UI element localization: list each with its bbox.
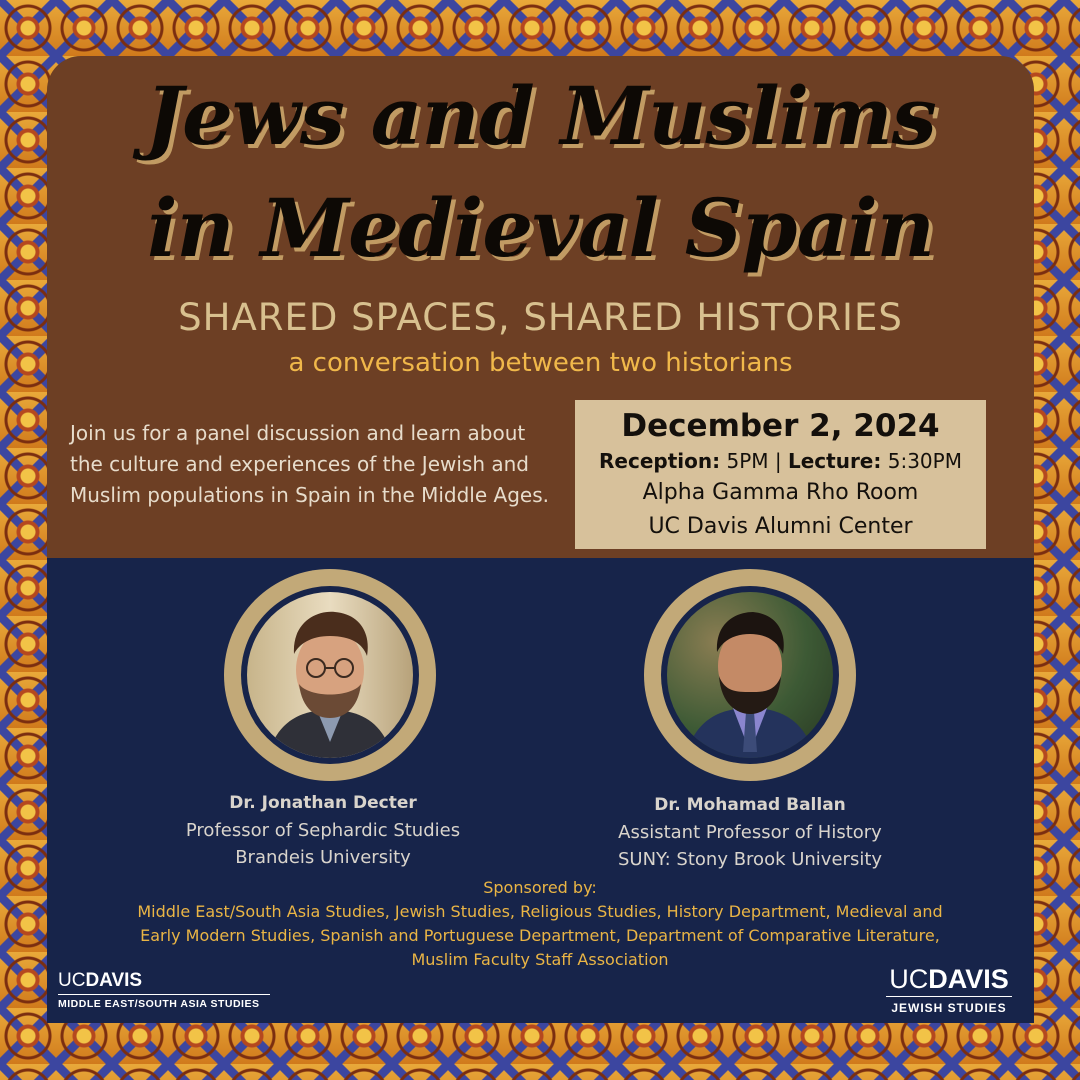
title-line-2: in Medieval Spain	[147, 181, 934, 275]
event-title	[47, 60, 1034, 284]
logo-left-davis: DAVIS	[85, 970, 143, 991]
speaker-1-affiliation: Brandeis University	[235, 847, 411, 868]
speaker-1-photo	[247, 592, 413, 758]
event-date: December 2, 2024	[621, 408, 940, 444]
speaker-1-name: Dr. Jonathan Decter	[229, 793, 417, 813]
reception-time: 5PM	[726, 449, 769, 473]
speaker-1-portrait	[224, 569, 436, 781]
logo-jewish-studies	[886, 965, 1012, 1015]
speaker-2-portrait	[644, 569, 856, 781]
speaker-2-info	[585, 792, 915, 873]
logo-left-unit: MIDDLE EAST/SOUTH ASIA STUDIES	[58, 998, 260, 1010]
title-line-1: Jews and Muslims	[145, 69, 936, 163]
sponsors-line-1: Middle East/South Asia Studies, Jewish Studies, Religious Studies, History Department, Medieval and	[137, 902, 943, 921]
sponsors-line-3: Muslim Faculty Staff Association	[411, 950, 669, 969]
speaker-2-photo	[667, 592, 833, 758]
event-tagline: a conversation between two historians	[288, 348, 793, 378]
lecture-time: 5:30PM	[887, 449, 962, 473]
sponsors-block	[100, 876, 980, 972]
logo-left-uc: UC	[58, 970, 86, 991]
event-details-box	[575, 400, 986, 549]
speaker-2-affiliation: SUNY: Stony Brook University	[617, 849, 883, 870]
event-venue: UC Davis Alumni Center	[648, 514, 913, 539]
reception-label: Reception:	[599, 449, 721, 473]
event-subtitle: SHARED SPACES, SHARED HISTORIES	[178, 296, 903, 339]
logo-mesa	[58, 970, 270, 1010]
intro-text: Join us for a panel discussion and learn about the culture and experiences of the Jewish and Muslim populations in Spain in the Middle Ages.	[70, 421, 549, 507]
speaker-2-title: Assistant Professor of History	[618, 822, 882, 843]
logo-right-davis: DAVIS	[928, 964, 1009, 994]
sponsors-line-2: Early Modern Studies, Spanish and Portuguese Department, Department of Comparative Literature,	[140, 926, 940, 945]
speaker-1-info	[158, 790, 488, 871]
lecture-label: Lecture:	[787, 449, 882, 473]
logo-right-uc: UC	[889, 964, 929, 994]
speaker-1-title: Professor of Sephardic Studies	[185, 820, 461, 841]
speaker-2-name: Dr. Mohamad Ballan	[654, 795, 846, 815]
sponsors-heading: Sponsored by:	[483, 878, 597, 897]
event-room: Alpha Gamma Rho Room	[642, 480, 919, 505]
event-times	[575, 446, 986, 476]
logo-right-unit: JEWISH STUDIES	[891, 1001, 1007, 1015]
time-separator: |	[774, 449, 782, 473]
